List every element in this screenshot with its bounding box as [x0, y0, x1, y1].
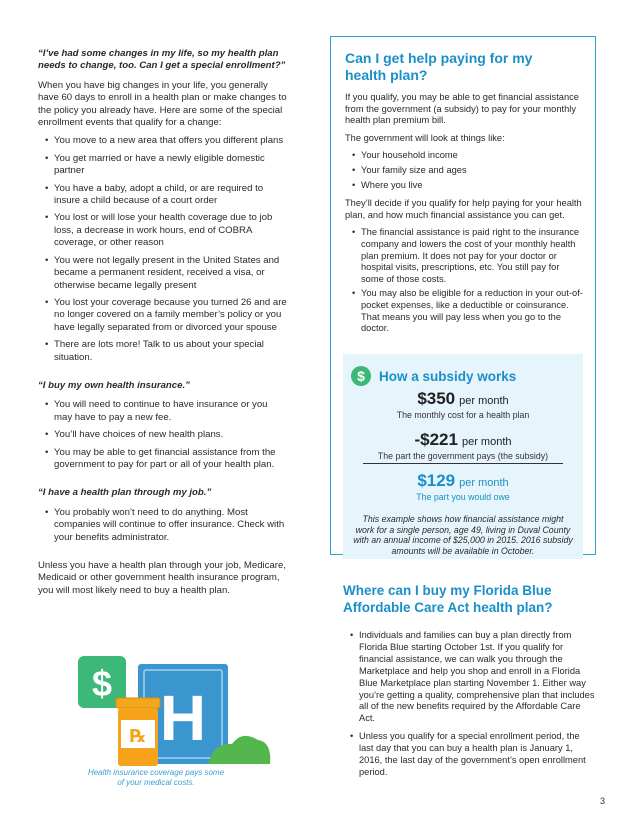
help-box-factors-intro: The government will look at things like: [345, 132, 505, 143]
page-number: 3 [600, 796, 606, 806]
subsidy-amount-row [343, 430, 583, 464]
monthly-cost-description: The monthly cost for a health plan [396, 410, 530, 420]
where-to-buy-heading: Where can I buy my Florida Blue Affordable Care Act health plan? [343, 583, 553, 615]
per-month-label: per month [459, 395, 509, 407]
special-enrollment-list [38, 135, 288, 364]
assistance-details-list [345, 227, 583, 334]
list-item: • You may also be eligible for a reduction in your out-of-pocket expenses, like a deductible or coinsurance. That means you will pay less when you go to the doctor. [345, 288, 583, 334]
subsidy-amount: -$221 [414, 430, 458, 449]
question-heading-special-enrollment: “I’ve had some changes in my life, so my health plan needs to change, too. Can I get a special enrollment?” [38, 48, 286, 72]
closing-paragraph: Unless you have a health plan through your job, Medicare, Medicaid or other government health insurance program, you will most likely need to buy a health plan. [38, 560, 286, 596]
list-item: • Unless you qualify for a special enrollment period, the last day that you can buy a health plan is January 1, 2016, the last day of the government’s open enrollment period. [343, 731, 595, 779]
list-item: • Your family size and ages [345, 165, 583, 177]
owed-amount-row [343, 471, 583, 502]
rx-icon: ℞ [129, 726, 147, 747]
job-plan-list [38, 507, 288, 544]
subsidy-heading [351, 366, 516, 386]
question-heading-own-insurance: “I buy my own health insurance.” [38, 379, 190, 391]
list-item: • You get married or have a newly eligible domestic partner [38, 153, 288, 178]
per-month-label: per month [461, 436, 512, 448]
health-coverage-illustration [78, 656, 278, 786]
list-item: • The financial assistance is paid right to the insurance company and lowers the cost of your monthly health plan premium. It does not pay for your doctor or hospital visits, prescriptions, etc. You still pay for some of those costs. [345, 227, 583, 285]
list-item: • You move to a new area that offers you different plans [38, 135, 288, 147]
question-heading-job-plan: “I have a health plan through my job.” [38, 487, 212, 499]
illustration-caption: Health insurance coverage pays some of your medical costs. [87, 768, 225, 787]
monthly-cost-amount: $350 [417, 389, 456, 408]
subsidy-title: How a subsidy works [379, 368, 517, 384]
subsidy-example-panel [343, 354, 583, 559]
where-to-buy-list [343, 630, 595, 785]
list-item: • You were not legally present in the United States and became a permanent resident, received a visa, or otherwise became legally present [38, 255, 288, 292]
list-item: • Where you live [345, 180, 583, 192]
pill-bottle-cap [116, 698, 160, 708]
list-item: • Individuals and families can buy a plan directly from Florida Blue starting October 1st. If you qualify for financial assistance, we can walk you through the Marketplace and help you shop and enroll in a Florida Blue Marketplace plan starting November 1. Either way you’re getting a quality, comprehensive plan that includes all of the new benefits required by the Affordable Care Act. [343, 630, 595, 725]
help-box-title: Can I get help paying for my health plan? [345, 50, 533, 83]
own-insurance-list [38, 399, 288, 471]
dollar-icon: $ [351, 366, 371, 386]
subsidy-description: The part the government pays (the subsidy) [377, 451, 549, 461]
list-item: • You will need to continue to have insurance or you may have to pay a new fee. [38, 399, 288, 424]
monthly-cost-row [343, 389, 583, 420]
list-item: • You lost your coverage because you turned 26 and are no longer covered on a family member’s policy or you have legally separated from or divorced your spouse [38, 297, 288, 334]
help-box-decision: They’ll decide if you qualify for help paying for your health plan, and how much financial assistance you can get. [345, 198, 582, 220]
dollar-icon: $ [91, 663, 113, 704]
list-item: • Your household income [345, 150, 583, 162]
eligibility-factors-list [345, 150, 583, 191]
list-item: • You’ll have choices of new health plans. [38, 429, 288, 441]
special-enrollment-intro: When you have big changes in your life, you generally have 60 days to enroll in a health plan or make changes to the policy you already have. Here are some of the special enrollment events that qualify for a change: [38, 79, 287, 129]
list-item: • You probably won’t need to do anything. Most companies will continue to offer insurance. Check with your benefits administrator. [38, 507, 288, 544]
owed-description: The part you would owe [416, 492, 510, 502]
list-item: • You may be able to get financial assistance from the government to pay for part or all of your health plan. [38, 447, 288, 472]
list-item: • There are lots more! Talk to us about your special situation. [38, 339, 288, 364]
per-month-label: per month [459, 477, 509, 489]
help-box-intro: If you qualify, you may be able to get financial assistance from the government (a subsidy) to pay for your monthly health plan premium bill. [345, 92, 579, 126]
subtraction-rule [363, 463, 563, 464]
owed-amount: $129 [417, 471, 456, 490]
hospital-icon: H [159, 682, 207, 754]
subsidy-example-note: This example shows how financial assistance might work for a single person, age 49, living in Duval County with an annual income of $25,000 in 2015. 2016 subsidy amounts will be available in October. [353, 514, 573, 556]
list-item: • You have a baby, adopt a child, or are required to insure a child because of a court order [38, 183, 288, 208]
list-item: • You lost or will lose your health coverage due to job loss, a decrease in work hours, end of COBRA coverage, or other reason [38, 212, 288, 249]
left-column [38, 48, 288, 603]
